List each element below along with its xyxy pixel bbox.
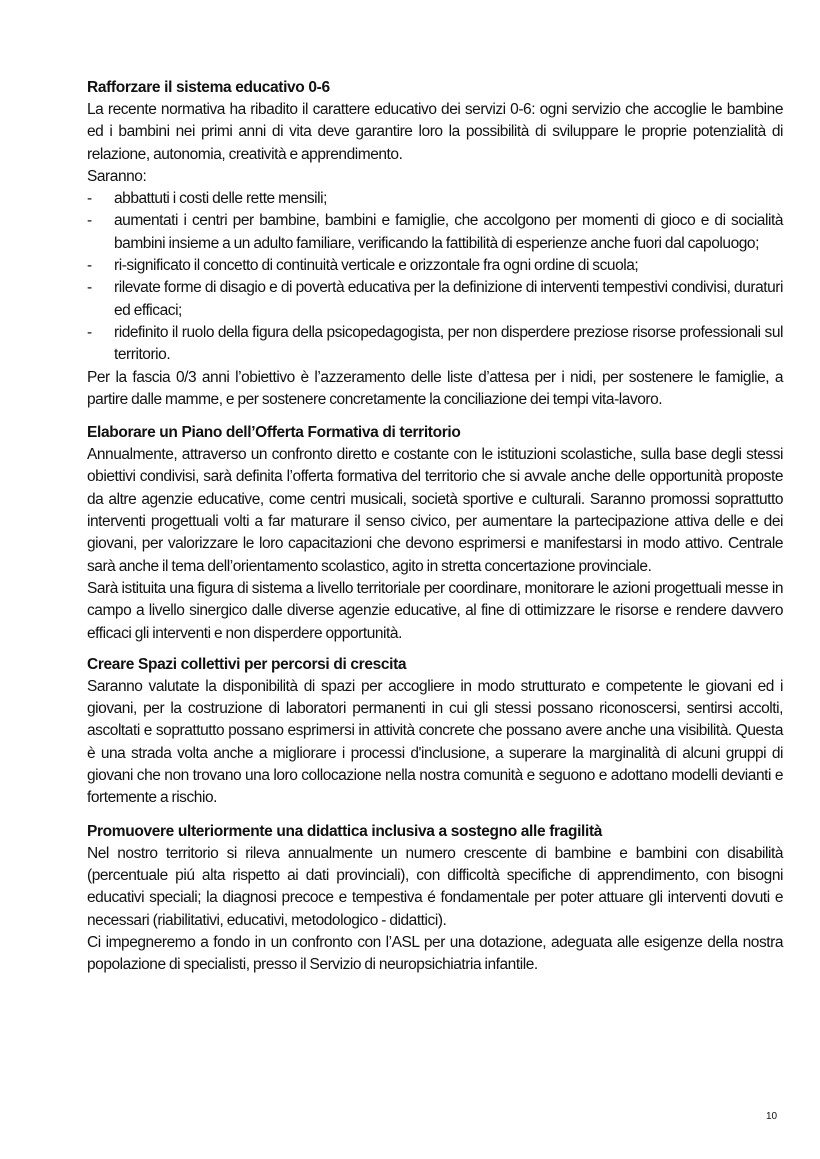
paragraph: Annualmente, attraverso un confronto diretto e costante con le istituzioni scolastiche, sulla base degli stessi obiettivi condivisi, sarà definita l’offerta formativa del territorio che si avvale anche delle opportunità proposte da altre agenzie educative, come centri musicali, società sportive e culturali. Saranno promossi soprattutto interventi progettuali volti a far maturare il senso civico, per aumentare la partecipazione attiva delle e dei giovani, per valorizzare le loro capacitazioni che devono esprimersi e manifestarsi in modo attivo. Centrale sarà anche il tema dell’orientamento scolastico, agito in stretta concertazione provinciale. bbox=[87, 446, 783, 575]
section-heading: Creare Spazi collettivi per percorsi di crescita bbox=[87, 655, 407, 673]
paragraph: Ci impegneremo a fondo in un confronto con l’ASL per una dotazione, adeguata alle esigenze della nostra popolazione di specialisti, presso il Servizio di neuropsichiatria infantile. bbox=[87, 933, 783, 974]
paragraph: Nel nostro territorio si rileva annualmente un numero crescente di bambine e bambini con disabilità (percentuale piú alta rispetto ai dati provinciali), con difficoltà specifiche di apprendimento, con bisogni educativi speciali; la diagnosi precoce e tempestiva é fondamentale per poter attuare gli interventi dovuti e necessari (riabilitativi, educativi, metodologico - didattici). bbox=[87, 844, 783, 929]
list-item: - rilevate forme di disagio e di povertà educativa per la definizione di interventi tempestivi condivisi, duraturi ed efficaci; bbox=[87, 279, 783, 319]
paragraph: Sarà istituita una figura di sistema a livello territoriale per coordinare, monitorare le azioni progettuali messe in campo a livello sinergico dalle diverse agenzie educative, al fine di ottimizzare le risorse e rendere davvero efficaci gli interventi e non disperdere opportunità. bbox=[87, 579, 783, 642]
paragraph: Per la fascia 0/3 anni l’obiettivo è l’azzeramento delle liste d’attesa per i nidi, per sostenere le famiglie, a partire dalle mamme, e per sostenere concretamente la conciliazione dei tempi vita-lavoro. bbox=[87, 368, 783, 408]
section-heading: Promuovere ulteriormente una didattica inclusiva a sostegno alle fragilità bbox=[87, 822, 603, 840]
section-heading: Rafforzare il sistema educativo 0-6 bbox=[87, 79, 330, 96]
paragraph: Saranno valutate la disponibilità di spazi per accogliere in modo strutturato e competente le giovani ed i giovani, per la costruzione di laboratori permanenti in cui gli stessi possano riconoscersi, sentirsi accolti, ascoltati e soprattutto possano esprimersi in attività concrete che possano avere anche una visibilità. Questa è una strada volta anche a migliorare i processi d'inclusione, a superare la marginalità di alcuni gruppi di giovani che non trovano una loro collocazione nella nostra comunità e seguono e adottano modelli devianti e fortemente a rischio. bbox=[87, 677, 783, 807]
bullet-list bbox=[87, 188, 783, 366]
paragraph: Saranno: bbox=[87, 167, 147, 185]
section-offerta-formativa bbox=[87, 421, 783, 645]
list-item: - abbattuti i costi delle rette mensili; bbox=[87, 190, 328, 208]
section-spazi-collettivi bbox=[87, 653, 783, 810]
document-page bbox=[87, 76, 783, 982]
section-heading: Elaborare un Piano dell’Offerta Formativa di territorio bbox=[87, 424, 461, 442]
list-item: - aumentati i centri per bambine, bambini e famiglie, che accolgono per momenti di gioco e di socialità bambini insieme a un adulto familiare, verificando la fattibilità di esperienze anche fuori dal capoluogo; bbox=[87, 212, 783, 252]
page-number: 10 bbox=[766, 1111, 778, 1122]
list-item: - ri-significato il concetto di continuità verticale e orizzontale fra ogni ordine di scuola; bbox=[87, 257, 639, 275]
paragraph: La recente normativa ha ribadito il carattere educativo dei servizi 0-6: ogni servizio che accoglie le bambine ed i bambini nei primi anni di vita deve garantire loro la possibilità di sviluppare le proprie potenzialità di relazione, autonomia, creatività e apprendimento. bbox=[87, 101, 783, 163]
list-item: - ridefinito il ruolo della figura della psicopedagogista, per non disperdere preziose risorse professionali sul territorio. bbox=[87, 323, 783, 364]
section-didattica-inclusiva bbox=[87, 820, 783, 977]
section-0-6 bbox=[87, 76, 783, 411]
